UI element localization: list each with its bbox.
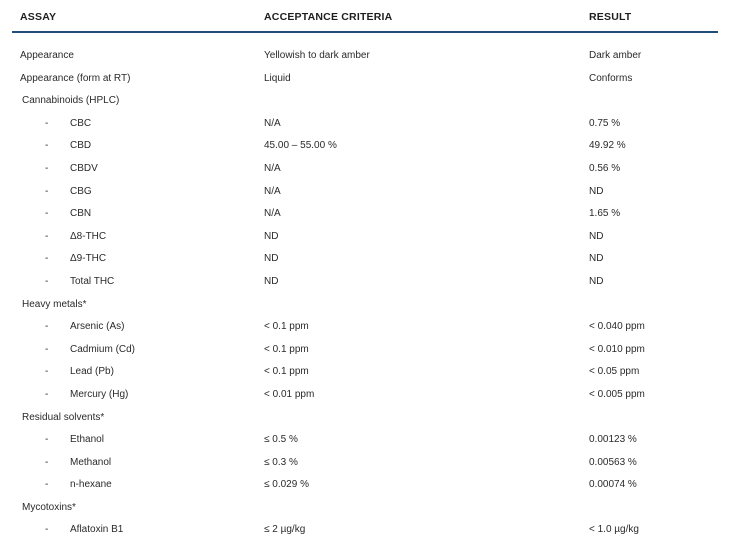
- assay-name: CBN: [70, 208, 92, 220]
- acceptance-criteria-value: ≤ 0.029 %: [264, 479, 309, 491]
- section-row: [0, 498, 747, 521]
- assay-name: Ethanol: [70, 434, 104, 446]
- acceptance-criteria-value: N/A: [264, 162, 281, 174]
- table-header: [0, 0, 747, 34]
- assay-name: Δ8-THC: [70, 230, 107, 242]
- result-value: 0.56 %: [589, 162, 621, 174]
- result-value: < 0.040 ppm: [589, 321, 645, 333]
- result-value: ND: [589, 185, 604, 197]
- assay-name: CBG: [70, 185, 92, 197]
- header-result: RESULT: [589, 11, 632, 23]
- result-value: ND: [589, 230, 604, 242]
- table-row: [0, 69, 747, 92]
- bullet-dash: -: [45, 230, 49, 242]
- section-label: Residual solvents*: [22, 411, 105, 423]
- bullet-dash: -: [45, 321, 49, 333]
- acceptance-criteria-value: ND: [264, 275, 279, 287]
- result-value: 0.00563 %: [589, 456, 637, 468]
- assay-name: Total THC: [70, 275, 115, 287]
- result-value: < 0.005 ppm: [589, 388, 645, 400]
- acceptance-criteria-value: < 0.1 ppm: [264, 321, 309, 333]
- table-row: [0, 272, 747, 295]
- acceptance-criteria-value: ND: [264, 253, 279, 265]
- assay-name: Cadmium (Cd): [70, 343, 136, 355]
- result-value: 0.00123 %: [589, 434, 637, 446]
- section-row: [0, 408, 747, 431]
- result-value: 0.00074 %: [589, 479, 637, 491]
- section-label: Cannabinoids (HPLC): [22, 95, 120, 107]
- bullet-dash: -: [45, 524, 49, 536]
- table-row: [0, 204, 747, 227]
- table-body: [0, 46, 747, 543]
- table-row: [0, 114, 747, 137]
- bullet-dash: -: [45, 253, 49, 265]
- assay-name: Appearance: [20, 50, 74, 61]
- result-value: 0.75 %: [589, 117, 621, 129]
- bullet-dash: -: [45, 388, 49, 400]
- result-value: < 0.010 ppm: [589, 343, 645, 355]
- table-row: [0, 520, 747, 543]
- assay-name: Mercury (Hg): [70, 388, 129, 400]
- section-label: Mycotoxins*: [22, 501, 76, 513]
- bullet-dash: -: [45, 162, 49, 174]
- bullet-dash: -: [45, 208, 49, 220]
- table-row: [0, 46, 747, 69]
- table-row: [0, 227, 747, 250]
- assay-name: CBD: [70, 140, 92, 152]
- assay-name: n-hexane: [70, 479, 112, 491]
- bullet-dash: -: [45, 185, 49, 197]
- result-value: 1.65 %: [589, 208, 621, 220]
- table-row: [0, 475, 747, 498]
- table-row: [0, 362, 747, 385]
- acceptance-criteria-value: ≤ 2 µg/kg: [264, 524, 306, 536]
- assay-name: Appearance (form at RT): [20, 72, 131, 84]
- acceptance-criteria-value: N/A: [264, 185, 281, 197]
- result-value: 49.92 %: [589, 140, 626, 152]
- table-row: [0, 249, 747, 272]
- assay-name: Δ9-THC: [70, 253, 107, 265]
- table-row: [0, 385, 747, 408]
- assay-name: CBDV: [70, 162, 98, 174]
- acceptance-criteria-value: ≤ 0.3 %: [264, 456, 298, 468]
- result-value: < 0.05 ppm: [589, 366, 640, 378]
- acceptance-criteria-value: Liquid: [264, 72, 291, 84]
- assay-name: CBC: [70, 117, 92, 129]
- acceptance-criteria-value: < 0.1 ppm: [264, 343, 309, 355]
- bullet-dash: -: [45, 479, 49, 491]
- table-row: [0, 453, 747, 476]
- acceptance-criteria-value: ND: [264, 230, 279, 242]
- header-divider: [12, 31, 718, 33]
- acceptance-criteria-value: N/A: [264, 117, 281, 129]
- assay-name: Aflatoxin B1: [70, 524, 124, 536]
- acceptance-criteria-value: N/A: [264, 208, 281, 220]
- bullet-dash: -: [45, 366, 49, 378]
- table-row: [0, 136, 747, 159]
- result-value: ND: [589, 275, 604, 287]
- bullet-dash: -: [45, 117, 49, 129]
- table-row: [0, 340, 747, 363]
- result-value: Conforms: [589, 72, 633, 84]
- table-row: [0, 159, 747, 182]
- result-value: < 1.0 µg/kg: [589, 524, 639, 536]
- assay-name: Arsenic (As): [70, 321, 125, 333]
- acceptance-criteria-value: Yellowish to dark amber: [264, 50, 370, 61]
- section-row: [0, 91, 747, 114]
- assay-name: Lead (Pb): [70, 366, 114, 378]
- header-assay: ASSAY: [20, 11, 57, 23]
- table-row: [0, 430, 747, 453]
- bullet-dash: -: [45, 140, 49, 152]
- acceptance-criteria-value: < 0.01 ppm: [264, 388, 315, 400]
- section-label: Heavy metals*: [22, 298, 87, 310]
- acceptance-criteria-value: ≤ 0.5 %: [264, 434, 298, 446]
- acceptance-criteria-value: < 0.1 ppm: [264, 366, 309, 378]
- result-value: ND: [589, 253, 604, 265]
- table-row: [0, 317, 747, 340]
- bullet-dash: -: [45, 343, 49, 355]
- assay-name: Methanol: [70, 456, 112, 468]
- bullet-dash: -: [45, 434, 49, 446]
- acceptance-criteria-value: 45.00 – 55.00 %: [264, 140, 337, 152]
- section-row: [0, 295, 747, 318]
- header-acceptance-criteria: ACCEPTANCE CRITERIA: [264, 11, 393, 23]
- bullet-dash: -: [45, 275, 49, 287]
- table-row: [0, 182, 747, 205]
- result-value: Dark amber: [589, 50, 642, 61]
- bullet-dash: -: [45, 456, 49, 468]
